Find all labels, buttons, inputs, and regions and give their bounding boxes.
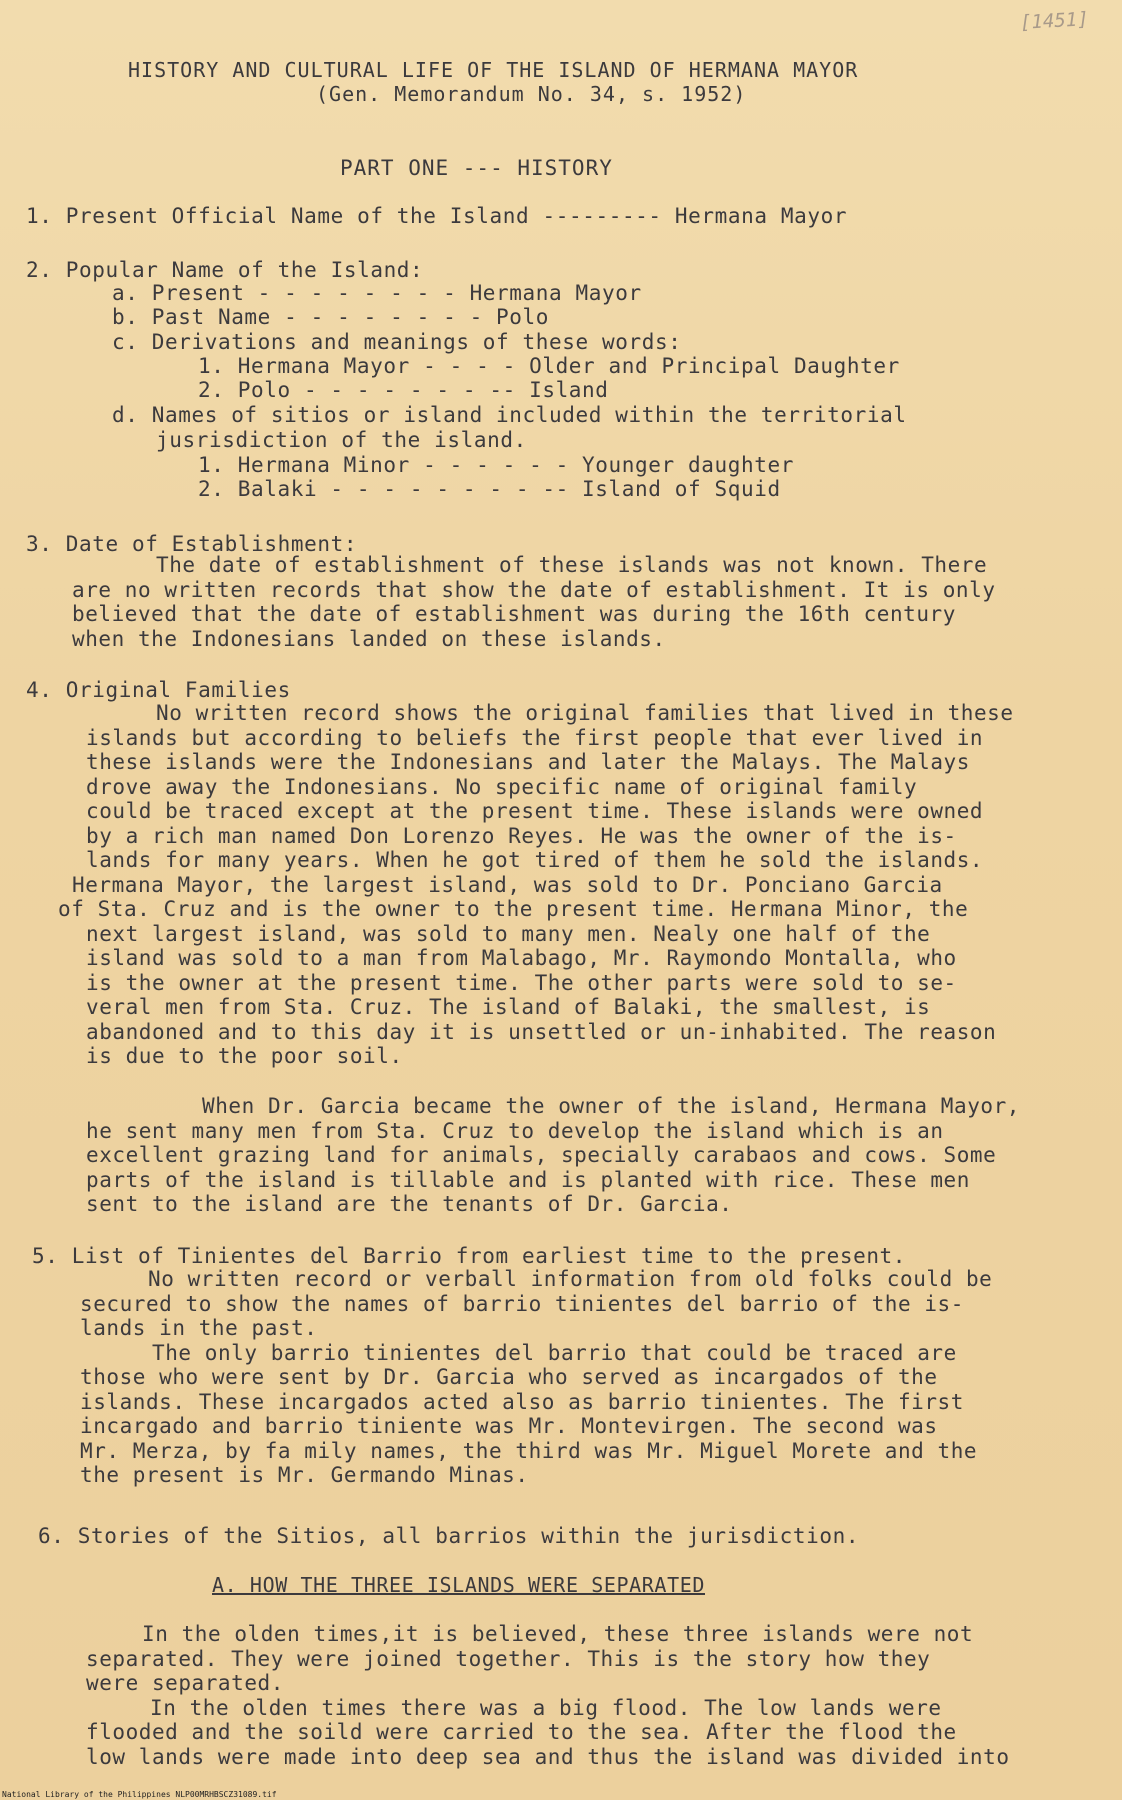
archive-stamp: [1451]: [1019, 8, 1090, 34]
item-6-heading: 6. Stories of the Sitios, all barrios within the jurisdiction.: [38, 1524, 860, 1548]
item-3-heading: 3. Date of Establishment:: [26, 532, 358, 556]
item-1: 1. Present Official Name of the Island --------- Hermana Mayor: [26, 204, 848, 228]
text-line: incargado and barrio tiniente was Mr. Montevirgen. The second was: [80, 1414, 938, 1438]
text-line: sent to the island are the tenants of Dr. Garcia.: [86, 1192, 733, 1216]
text-line: islands. These incargados acted also as barrio tinientes. The first: [80, 1389, 964, 1414]
text-line: excellent grazing land for animals, specially carabaos and cows. Some: [86, 1143, 997, 1167]
text-line: The date of establishment of these islands was not known. There: [156, 553, 988, 577]
item-2d-line2: jusrisdiction of the island.: [156, 428, 527, 452]
item-2b: b. Past Name - - - - - - - - Polo: [112, 305, 550, 329]
text-line: In the olden times there was a big flood. The low lands were: [150, 1695, 942, 1720]
item-2d2: 2. Balaki - - - - - - - - -- Island of Squid: [198, 477, 781, 501]
item-6-paragraph: [86, 1622, 1096, 1769]
text-line: when the Indonesians landed on these islands.: [72, 626, 666, 651]
item-2d1: 1. Hermana Minor - - - - - - Younger daughter: [198, 453, 794, 477]
text-line: Mr. Merza, by fa mily names, the third was Mr. Miguel Morete and the: [80, 1438, 978, 1463]
text-line: is the owner at the present time. The other parts were sold to se-: [86, 970, 957, 995]
item-2a: a. Present - - - - - - - - Hermana Mayor: [112, 281, 642, 305]
text-line: parts of the island is tillable and is planted with rice. These men: [86, 1167, 970, 1192]
document-title: HISTORY AND CULTURAL LIFE OF THE ISLAND OF HERMANA MAYOR: [128, 58, 859, 82]
text-line: lands for many years. When he got tired of them he sold the islands.: [86, 848, 984, 872]
text-line: When Dr. Garcia became the owner of the island, Hermana Mayor,: [202, 1094, 1020, 1118]
text-line: by a rich man named Don Lorenzo Reyes. He was the owner of the is-: [86, 823, 957, 848]
text-line: those who were sent by Dr. Garcia who served as incargados of the: [80, 1365, 938, 1389]
item-3-paragraph: [72, 553, 1082, 651]
text-line: No written record shows the original families that lived in these: [156, 701, 1014, 725]
part-heading: PART ONE --- HISTORY: [340, 156, 613, 180]
text-line: these islands were the Indonesians and later the Malays. The Malays: [86, 750, 970, 774]
footer-caption: National Library of the Philippines NLP00MRHBSCZ31089.tif: [2, 1790, 277, 1799]
text-line: No written record or verball information from old folks could be: [148, 1267, 993, 1291]
text-line: were separated.: [86, 1671, 284, 1695]
item-2-heading: 2. Popular Name of the Island:: [26, 258, 424, 282]
item-5-heading: 5. List of Tinientes del Barrio from earliest time to the present.: [32, 1244, 907, 1268]
text-line: The only barrio tinientes del barrio that could be traced are: [152, 1340, 957, 1365]
item-4-heading: 4. Original Families: [26, 678, 291, 702]
text-line: low lands were made into deep sea and thus the island was divided into: [86, 1744, 1010, 1769]
text-line: separated. They were joined together. This is the story how they: [86, 1646, 931, 1671]
text-line: island was sold to a man from Malabago, Mr. Raymondo Montalla, who: [86, 946, 957, 970]
item-2c2: 2. Polo - - - - - - - -- Island: [198, 378, 609, 402]
text-line: secured to show the names of barrio tinientes del barrio of the is-: [80, 1291, 964, 1316]
text-line: drove away the Indonesians. No specific name of original family: [86, 774, 918, 799]
text-line: lands in the past.: [80, 1316, 318, 1340]
item-2d-line1: d. Names of sitios or island included within the territorial: [112, 403, 907, 427]
text-line: the present is Mr. Germando Minas.: [80, 1463, 529, 1487]
document-subtitle: (Gen. Memorandum No. 34, s. 1952): [316, 82, 747, 106]
text-line: of Sta. Cruz and is the owner to the present time. Hermana Minor, the: [58, 897, 969, 921]
story-a-heading: A. HOW THE THREE ISLANDS WERE SEPARATED: [212, 1573, 705, 1597]
text-line: In the olden times,it is believed, these three islands were not: [142, 1622, 974, 1646]
item-4-paragraph: [58, 701, 1096, 1069]
item-2c1: 1. Hermana Mayor - - - - Older and Principal Daughter: [198, 354, 900, 378]
text-line: could be traced except at the present time. These islands were owned: [86, 799, 984, 823]
item-4-paragraph-2: [86, 1094, 1096, 1217]
text-line: abandoned and to this day it is unsettled or un-inhabited. The reason: [86, 1019, 997, 1044]
text-line: Hermana Mayor, the largest island, was sold to Dr. Ponciano Garcia: [72, 872, 943, 897]
text-line: flooded and the soild were carried to the sea. After the flood the: [86, 1720, 957, 1744]
text-line: next largest island, was sold to many men. Nealy one half of the: [86, 921, 931, 946]
text-line: are no written records that show the date of establishment. It is only: [72, 577, 996, 602]
item-5-paragraph: [80, 1267, 1090, 1488]
text-line: islands but according to beliefs the first people that ever lived in: [86, 725, 984, 750]
text-line: is due to the poor soil.: [86, 1044, 403, 1068]
text-line: believed that the date of establishment was during the 16th century: [72, 602, 956, 626]
text-line: veral men from Sta. Cruz. The island of Balaki, the smallest, is: [86, 995, 931, 1019]
text-line: he sent many men from Sta. Cruz to develop the island which is an: [86, 1118, 944, 1143]
item-2c: c. Derivations and meanings of these words:: [112, 330, 682, 354]
